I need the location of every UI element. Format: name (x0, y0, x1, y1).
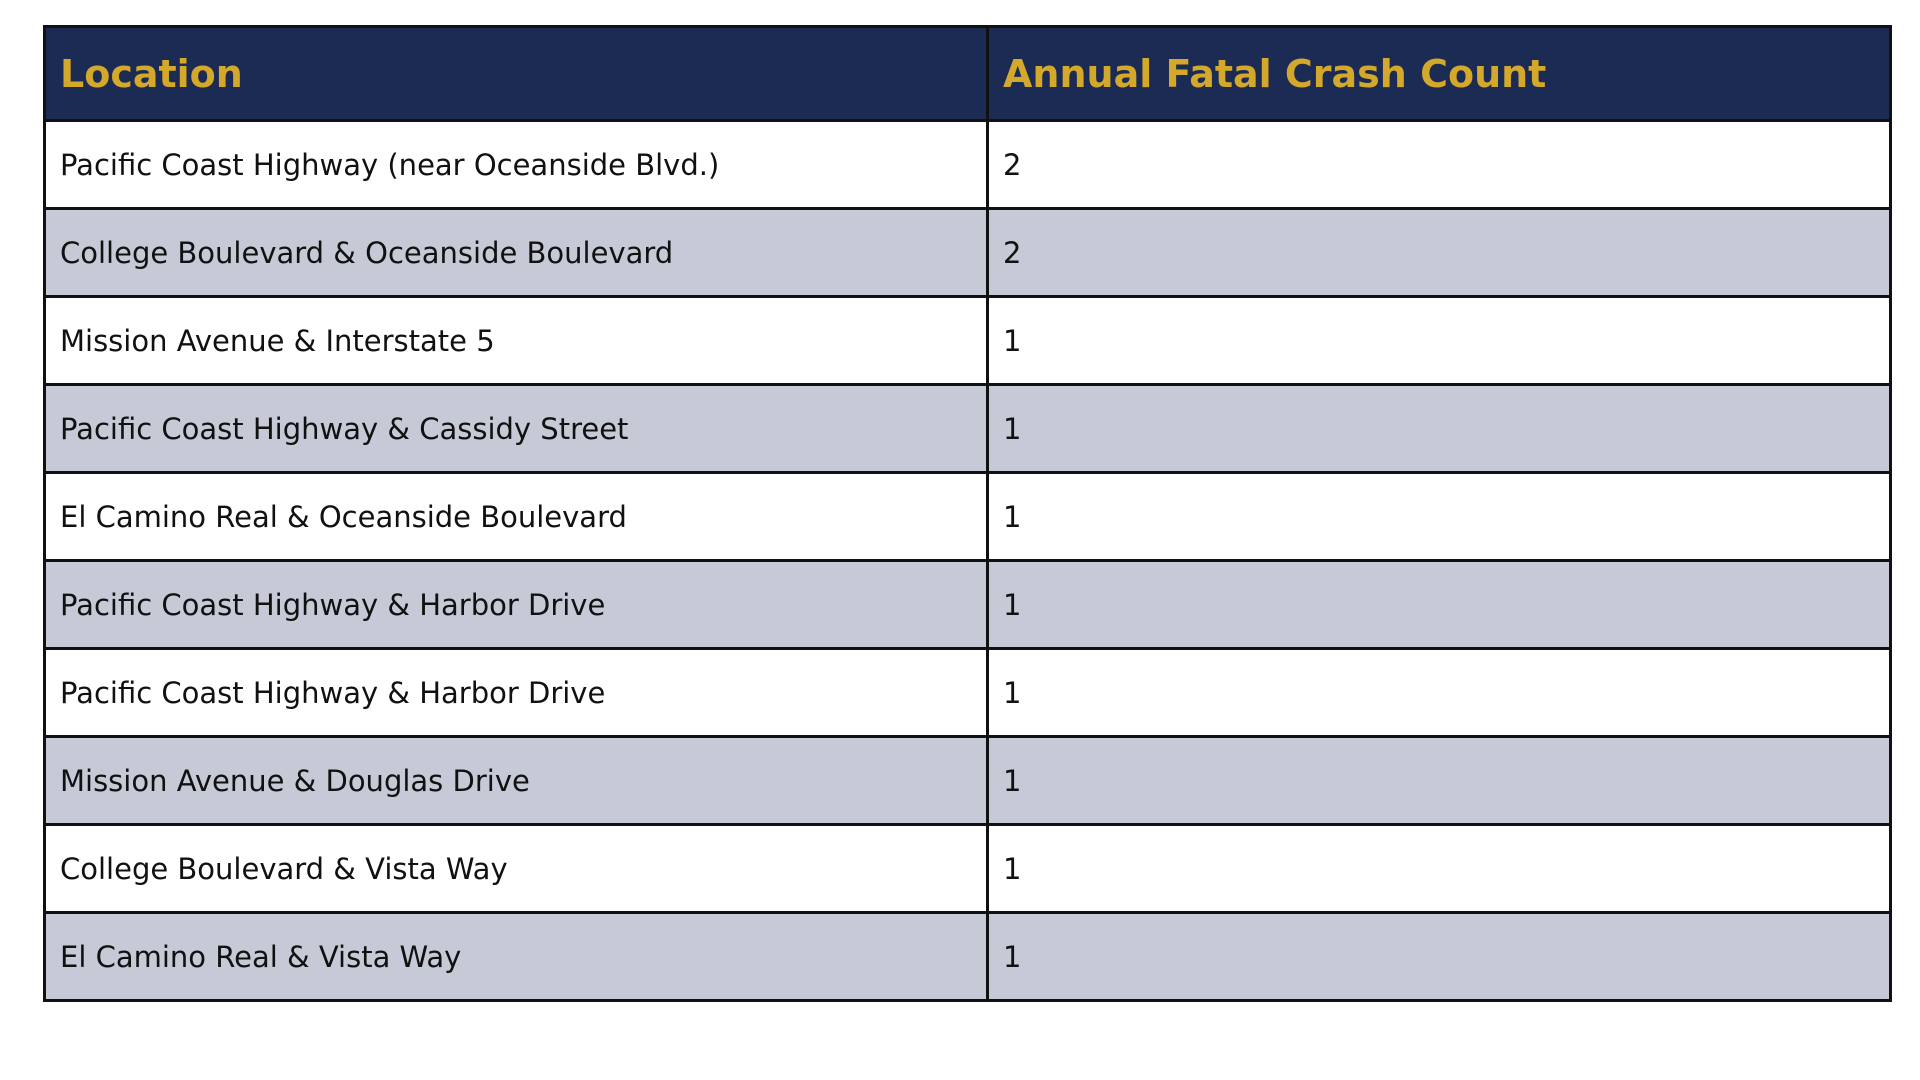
count-cell: 2 (988, 209, 1891, 297)
count-cell: 1 (988, 473, 1891, 561)
count-cell: 2 (988, 121, 1891, 209)
location-cell: El Camino Real & Vista Way (45, 913, 988, 1001)
table-row (45, 473, 1891, 561)
location-cell: Pacific Coast Highway (near Oceanside Blvd.) (45, 121, 988, 209)
fatal-crash-table (43, 25, 1892, 1002)
table-row (45, 121, 1891, 209)
count-cell: 1 (988, 385, 1891, 473)
table-row (45, 737, 1891, 825)
table-row (45, 209, 1891, 297)
table-row (45, 825, 1891, 913)
table-row (45, 561, 1891, 649)
table-row (45, 913, 1891, 1001)
column-header-count: Annual Fatal Crash Count (988, 27, 1891, 121)
location-cell: El Camino Real & Oceanside Boulevard (45, 473, 988, 561)
location-cell: Pacific Coast Highway & Harbor Drive (45, 561, 988, 649)
table-row (45, 297, 1891, 385)
count-cell: 1 (988, 561, 1891, 649)
count-cell: 1 (988, 297, 1891, 385)
location-cell: Mission Avenue & Interstate 5 (45, 297, 988, 385)
count-cell: 1 (988, 737, 1891, 825)
location-cell: College Boulevard & Oceanside Boulevard (45, 209, 988, 297)
count-cell: 1 (988, 649, 1891, 737)
table-row (45, 385, 1891, 473)
table-header (45, 27, 1891, 121)
column-header-location: Location (45, 27, 988, 121)
location-cell: Pacific Coast Highway & Harbor Drive (45, 649, 988, 737)
crash-table-container (43, 25, 1889, 1002)
header-row (45, 27, 1891, 121)
table-body (45, 121, 1891, 1001)
location-cell: Mission Avenue & Douglas Drive (45, 737, 988, 825)
location-cell: College Boulevard & Vista Way (45, 825, 988, 913)
count-cell: 1 (988, 913, 1891, 1001)
table-row (45, 649, 1891, 737)
location-cell: Pacific Coast Highway & Cassidy Street (45, 385, 988, 473)
count-cell: 1 (988, 825, 1891, 913)
